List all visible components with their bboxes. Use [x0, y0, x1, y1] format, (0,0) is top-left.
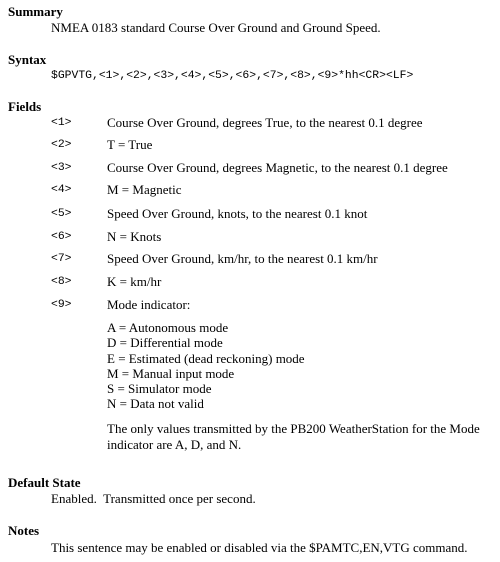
- list-item: A = Autonomous mode: [107, 320, 229, 335]
- field-code: <9>: [51, 299, 72, 311]
- field-description: T = True: [107, 137, 153, 152]
- field-row: [51, 229, 496, 245]
- notes-text: This sentence may be enabled or disabled via the $PAMTC,EN,VTG command.: [51, 540, 468, 555]
- list-item: D = Differential mode: [107, 335, 223, 351]
- field-code: <8>: [51, 276, 72, 288]
- list-item: M = Manual input mode: [107, 365, 235, 381]
- field-description: M = Magnetic: [107, 182, 182, 197]
- field-description: Speed Over Ground, knots, to the nearest 0.1 knot: [107, 206, 368, 221]
- field-description: Course Over Ground, degrees True, to the nearest 0.1 degree: [107, 115, 423, 130]
- field-row: [51, 251, 496, 267]
- field-description: Course Over Ground, degrees Magnetic, to the nearest 0.1 degree: [107, 160, 448, 175]
- list-item: N = Data not valid: [107, 396, 204, 412]
- field-code: <3>: [51, 162, 72, 174]
- mode-indicator-list: [107, 320, 305, 412]
- field-row: [51, 206, 496, 222]
- field-description: Mode indicator:: [107, 297, 191, 312]
- field-description: Speed Over Ground, km/hr, to the nearest 0.1 km/hr: [107, 251, 378, 266]
- field-row: [51, 182, 496, 198]
- field-row: [51, 160, 496, 176]
- field-description: K = km/hr: [107, 274, 162, 289]
- fields-heading: Fields: [8, 99, 42, 114]
- field-code: <6>: [51, 231, 72, 243]
- list-item: E = Estimated (dead reckoning) mode: [107, 350, 305, 366]
- field-code: <7>: [51, 253, 72, 265]
- default-state-heading: Default State: [8, 475, 81, 490]
- field-code: <4>: [51, 184, 72, 196]
- notes-heading: Notes: [8, 523, 40, 538]
- syntax-text: $GPVTG,<1>,<2>,<3>,<4>,<5>,<6>,<7>,<8>,<9>*hh<CR><LF>: [51, 70, 414, 82]
- field-row: [51, 115, 496, 131]
- syntax-heading: Syntax: [8, 52, 47, 67]
- field-row: [51, 297, 496, 313]
- field-row: [51, 274, 496, 290]
- field-row: [51, 137, 496, 153]
- field-description: N = Knots: [107, 229, 162, 244]
- default-state-text: Enabled. Transmitted once per second.: [51, 491, 256, 506]
- summary-text: NMEA 0183 standard Course Over Ground and Ground Speed.: [51, 20, 381, 35]
- list-item: S = Simulator mode: [107, 381, 212, 397]
- mode-indicator-note: The only values transmitted by the PB200 WeatherStation for the Mode indicator are A, D, and N.: [107, 421, 480, 452]
- field-code: <2>: [51, 139, 72, 151]
- field-code: <5>: [51, 208, 72, 220]
- summary-heading: Summary: [8, 4, 63, 19]
- field-code: <1>: [51, 117, 72, 129]
